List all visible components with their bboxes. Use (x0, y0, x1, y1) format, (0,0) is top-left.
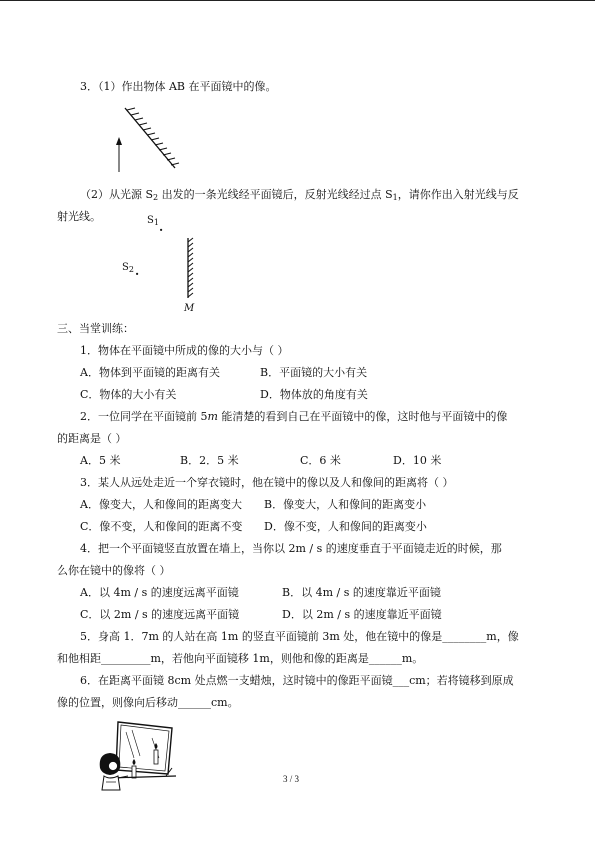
q1-option-c: C．物体的大小有关 (80, 388, 177, 401)
q5-stem: 5．身高 1．7m 的人站在高 1m 的竖直平面镜前 3m 处，他在镜中的像是________m，像 (80, 630, 519, 643)
q1-stem: 1．物体在平面镜中所成的像的大小与（ ） (80, 344, 289, 357)
q4-option-a: A．以 4m / s 的速度远离平面镜 (80, 586, 239, 599)
label-s2: $S_2$ (122, 262, 134, 274)
point-s1: . (159, 220, 164, 234)
q2-option-c: C．6 米 (300, 454, 341, 467)
section-title: 三、当堂训练： (57, 322, 134, 335)
plane-mirror-diagonal (125, 108, 179, 168)
q2-option-a: A．5 米 (80, 454, 121, 467)
mirror-frame (116, 722, 172, 774)
label-s1: $S_1$ (147, 215, 159, 227)
q2-stem: 2．一位同学在平面镜前 5m 能清楚的看到自己在平面镜中的像，这时他与平面镜中的像 (80, 410, 508, 423)
q3-part2-line1: （2）从光源 $S_2$ 出发的一条光线经平面镜后，反射光线经过点 $S_1$，请你作出入射光线与反 (80, 188, 519, 202)
q2-option-b: B．2．5 米 (180, 454, 239, 467)
vertical-mirror (180, 236, 200, 300)
q3t-stem: 3．某人从远处走近一个穿衣镜时，他在镜中的像以及人和像间的距离将（ ） (80, 476, 454, 489)
candle-in-mirror (154, 743, 158, 764)
q4-option-d: D．以 2m / s 的速度靠近平面镜 (282, 608, 442, 621)
mirror-arrow-figure (105, 100, 190, 175)
q3t-option-b: B．像变大，人和像间的距离变小 (264, 498, 427, 511)
q1-option-b: B．平面镜的大小有关 (260, 366, 368, 379)
q6-stem-line2: 像的位置，则像向后移动______cm。 (57, 696, 239, 709)
q3t-option-d: D．像不变，人和像间的距离变小 (264, 520, 427, 533)
q3t-option-c: C．像不变，人和像间的距离不变 (80, 520, 243, 533)
q1-option-d: D．物体放的角度有关 (260, 388, 368, 401)
q4-stem-line2: 么你在镜中的像将（ ） (57, 564, 171, 577)
q3t-option-a: A．像变大，人和像间的距离变大 (80, 498, 242, 511)
q2-option-d: D．10 米 (393, 454, 442, 467)
candle-mirror-illustration (96, 718, 181, 792)
point-s2: . (135, 264, 140, 278)
q4-option-c: C．以 2m / s 的速度远离平面镜 (80, 608, 240, 621)
q4-option-b: B．以 4m / s 的速度靠近平面镜 (282, 586, 441, 599)
q5-stem-line2: 和他相距_________m，若他向平面镜移 1m，则他和像的距离是______m。 (57, 652, 424, 665)
q4-stem: 4．把一个平面镜竖直放置在墙上，当你以 2m / s 的速度垂直于平面镜走近的时候，那 (80, 542, 502, 555)
object-arrow-ab (116, 137, 122, 172)
page-number: 3 / 3 (283, 774, 300, 784)
q2-stem-line2: 的距离是（ ） (57, 432, 127, 445)
q6-stem: 6．在距离平面镜 8cm 处点燃一支蜡烛，这时镜中的像距平面镜___cm；若将镜移到原成 (80, 674, 514, 687)
top-rule (0, 0, 595, 1)
candle-front (132, 759, 136, 778)
q1-option-a: A．物体到平面镜的距离有关 (80, 366, 220, 379)
q3-part1-text: 3．（1）作出物体 AB 在平面镜中的像。 (80, 80, 277, 93)
label-m: M (184, 303, 195, 314)
q3-part2-line2: 射光线。 (57, 210, 101, 223)
